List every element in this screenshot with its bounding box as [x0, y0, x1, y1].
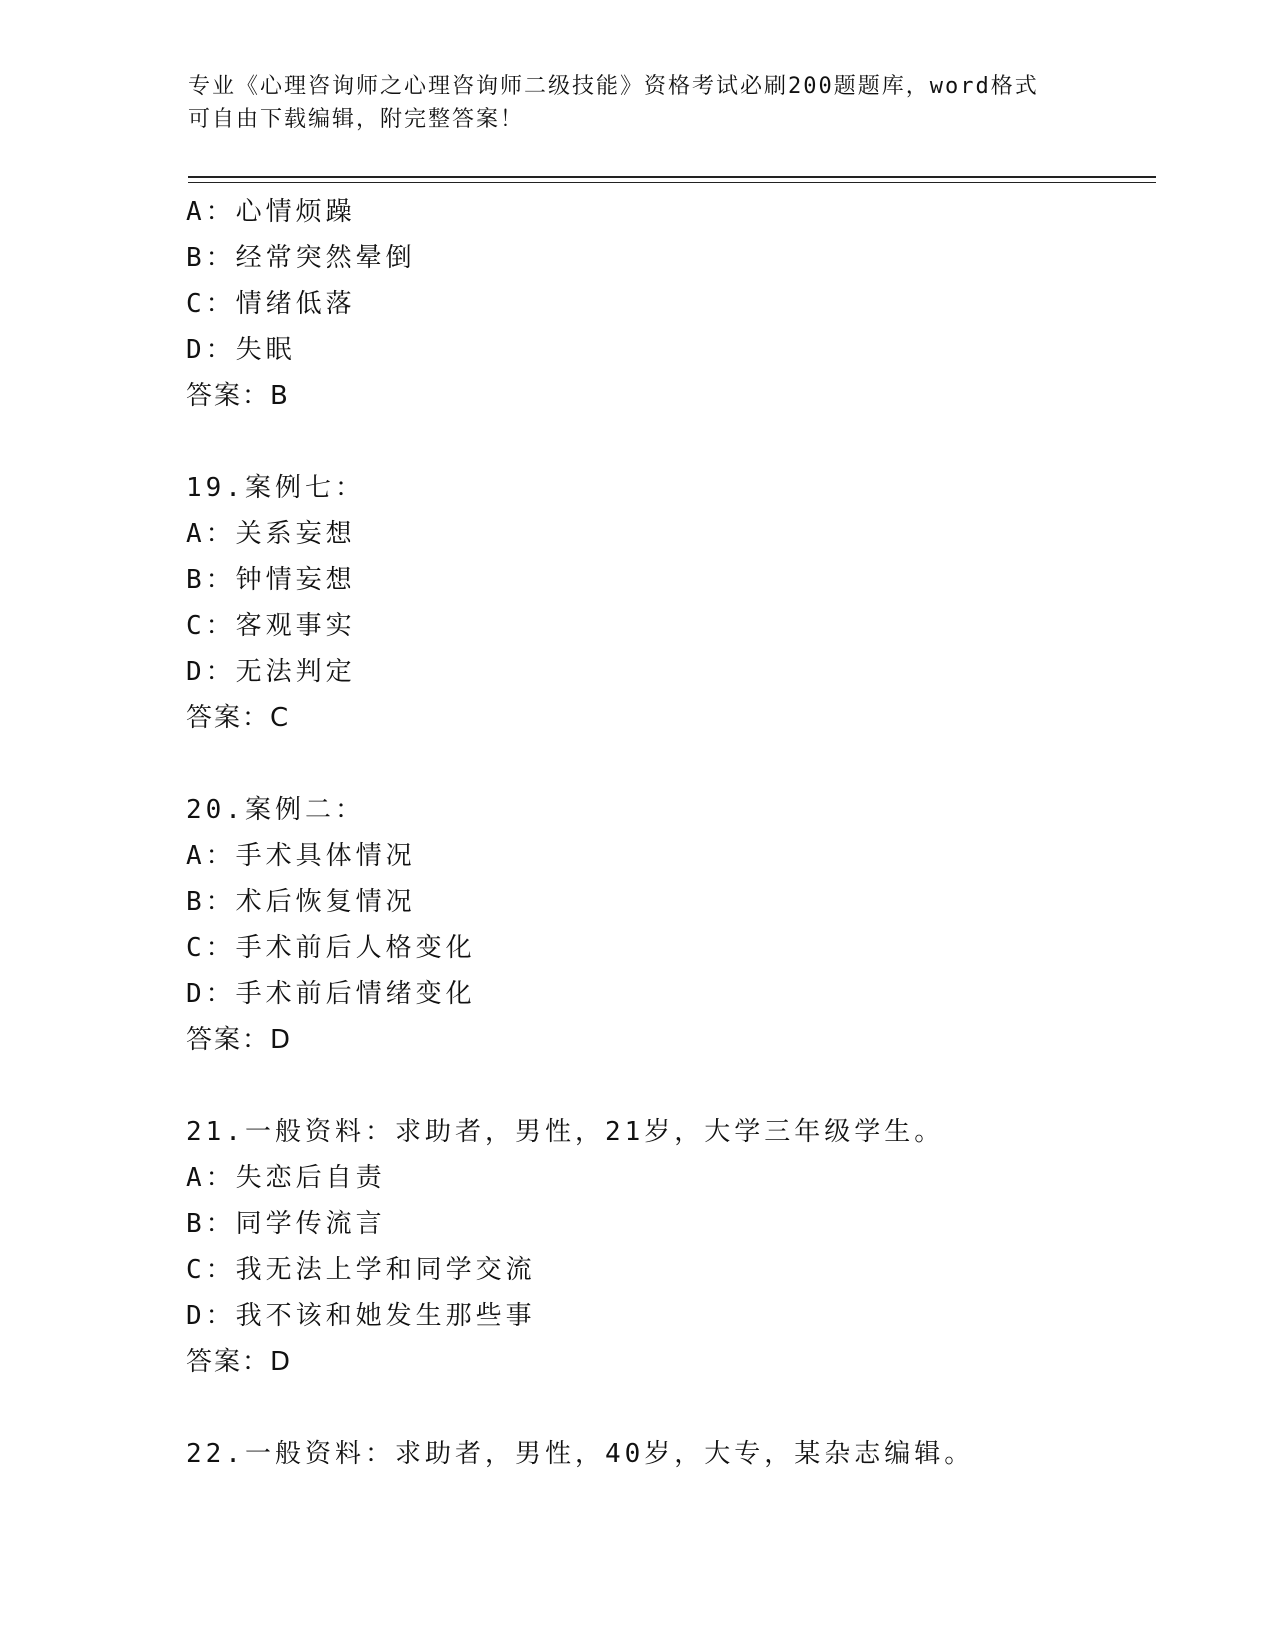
question-block-partial	[186, 189, 1146, 419]
question-block-19	[186, 465, 1146, 741]
question-block-21	[186, 1109, 1146, 1385]
option-a: A：关系妄想	[186, 519, 356, 549]
option-d: D：手术前后情绪变化	[186, 979, 476, 1009]
answer-line: 答案：C	[186, 703, 291, 733]
option-a: A：手术具体情况	[186, 841, 416, 871]
question-spacer	[186, 1063, 1146, 1109]
option-d: D：我不该和她发生那些事	[186, 1301, 536, 1331]
question-stem: 20.案例二：	[186, 795, 365, 825]
question-spacer	[186, 741, 1146, 787]
header-line-1: 专业《心理咨询师之心理咨询师二级技能》资格考试必刷200题题库，word格式	[188, 74, 1039, 99]
answer-line: 答案：B	[186, 381, 290, 411]
option-b: B：钟情妄想	[186, 565, 356, 595]
header-divider-thin	[188, 182, 1156, 183]
answer-line: 答案：D	[186, 1347, 293, 1377]
option-c: C：情绪低落	[186, 289, 356, 319]
question-block-22	[186, 1431, 1146, 1477]
option-a: A：心情烦躁	[186, 197, 356, 227]
option-b: B：术后恢复情况	[186, 887, 416, 917]
question-stem: 19.案例七：	[186, 473, 365, 503]
question-spacer	[186, 419, 1146, 465]
document-header	[188, 70, 1088, 136]
option-c: C：客观事实	[186, 611, 356, 641]
option-c: C：手术前后人格变化	[186, 933, 476, 963]
option-b: B：同学传流言	[186, 1209, 386, 1239]
answer-line: 答案：D	[186, 1025, 293, 1055]
option-c: C：我无法上学和同学交流	[186, 1255, 536, 1285]
header-divider-thick	[188, 176, 1156, 178]
question-block-20	[186, 787, 1146, 1063]
option-a: A：失恋后自责	[186, 1163, 386, 1193]
option-d: D：无法判定	[186, 657, 356, 687]
option-d: D：失眠	[186, 335, 296, 365]
question-spacer	[186, 1385, 1146, 1431]
question-stem: 22.一般资料：求助者，男性，40岁，大专，某杂志编辑。	[186, 1439, 975, 1469]
question-list	[186, 189, 1146, 1477]
option-b: B：经常突然晕倒	[186, 243, 416, 273]
header-line-2: 可自由下载编辑，附完整答案！	[188, 107, 525, 132]
question-stem: 21.一般资料：求助者，男性，21岁，大学三年级学生。	[186, 1117, 945, 1147]
